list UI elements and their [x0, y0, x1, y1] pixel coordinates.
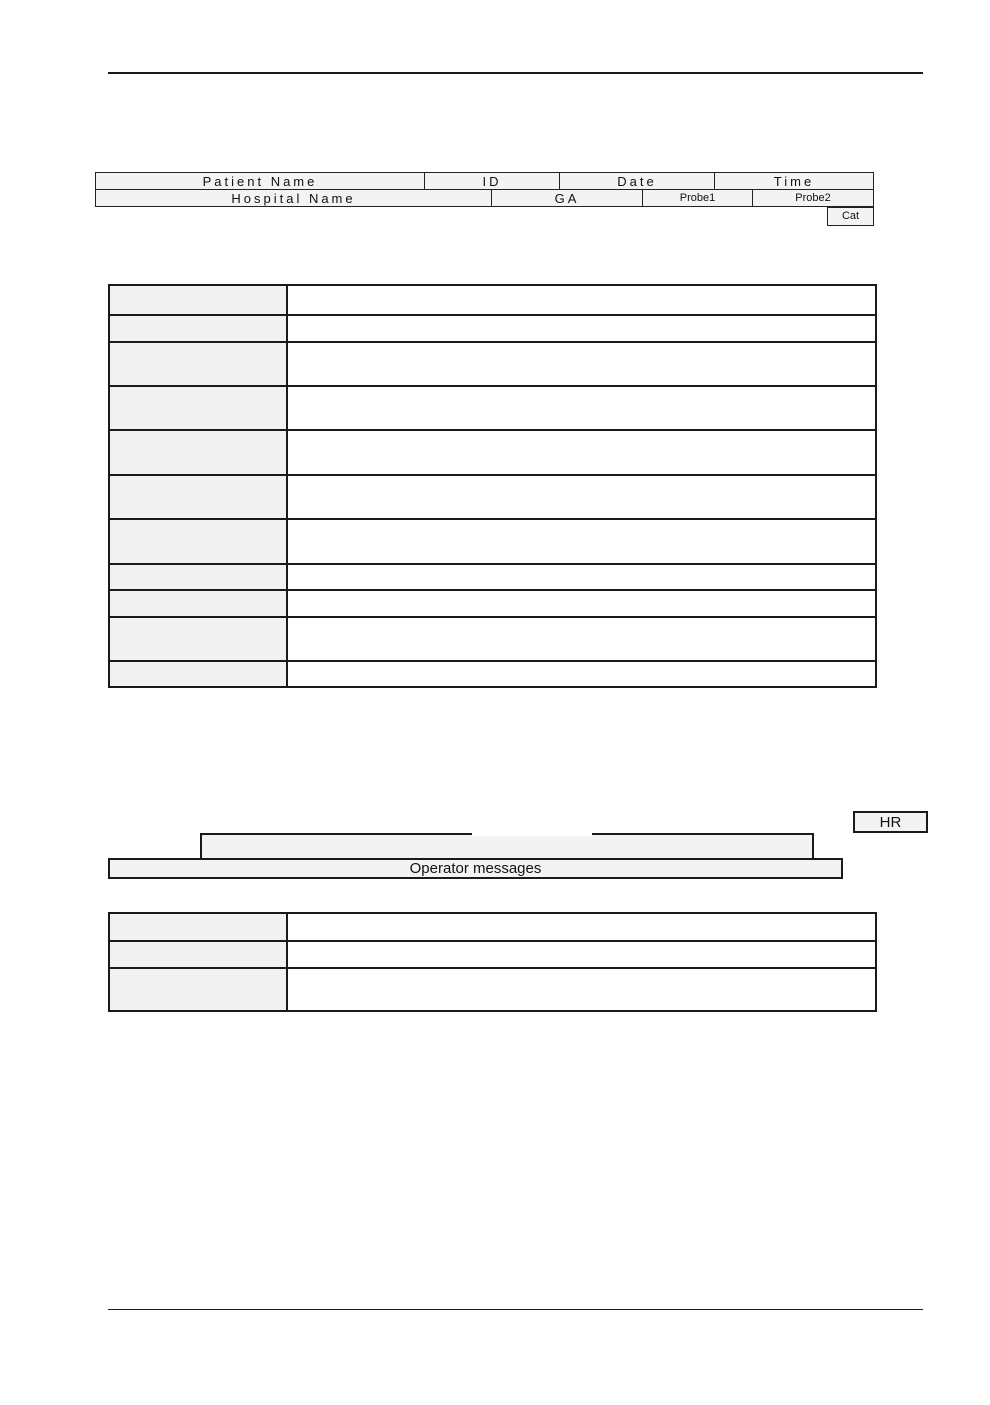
- table-row: [109, 941, 876, 968]
- time-field: [714, 172, 874, 190]
- row-value-cell: [287, 913, 876, 941]
- table-row: [109, 475, 876, 519]
- date-label: Date: [617, 174, 657, 189]
- table-row: [109, 913, 876, 941]
- row-label-cell: [109, 617, 287, 661]
- probe2-label: Probe2: [795, 191, 831, 204]
- patient-name-field: [95, 172, 425, 190]
- row-label-cell: [109, 430, 287, 475]
- cat-label: Cat: [841, 210, 860, 222]
- row-value-cell: [287, 590, 876, 617]
- cat-field: [827, 207, 874, 226]
- hospital-name-field: [95, 189, 492, 207]
- row-value-cell: [287, 968, 876, 1011]
- row-label-cell: [109, 590, 287, 617]
- main-table: [108, 284, 877, 688]
- table-row: [109, 590, 876, 617]
- row-label-cell: [109, 941, 287, 968]
- time-label: Time: [773, 174, 815, 189]
- table-row: [109, 968, 876, 1011]
- row-label-cell: [109, 564, 287, 590]
- hr-label: HR: [879, 813, 902, 831]
- table-row: [109, 315, 876, 342]
- row-value-cell: [287, 430, 876, 475]
- row-value-cell: [287, 386, 876, 430]
- table-row: [109, 661, 876, 687]
- row-label-cell: [109, 475, 287, 519]
- row-label-cell: [109, 913, 287, 941]
- hospital-name-label: Hospital Name: [231, 191, 356, 206]
- table-row: [109, 386, 876, 430]
- row-label-cell: [109, 968, 287, 1011]
- table-row: [109, 519, 876, 564]
- probe1-field: [642, 189, 753, 207]
- row-value-cell: [287, 564, 876, 590]
- id-field: [424, 172, 560, 190]
- row-value-cell: [287, 941, 876, 968]
- patient-name-label: Patient Name: [202, 174, 318, 189]
- row-value-cell: [287, 315, 876, 342]
- top-rule: [108, 72, 923, 74]
- row-value-cell: [287, 661, 876, 687]
- table-row: [109, 564, 876, 590]
- row-value-cell: [287, 617, 876, 661]
- table-row: [109, 342, 876, 386]
- lower-table: [108, 912, 877, 1012]
- row-label-cell: [109, 386, 287, 430]
- table-row: [109, 285, 876, 315]
- row-value-cell: [287, 475, 876, 519]
- date-field: [559, 172, 715, 190]
- operator-messages-bar: [108, 858, 843, 879]
- bottom-rule: [108, 1309, 923, 1310]
- table-row: [109, 430, 876, 475]
- row-label-cell: [109, 315, 287, 342]
- row-label-cell: [109, 519, 287, 564]
- id-label: ID: [482, 174, 502, 189]
- row-label-cell: [109, 285, 287, 315]
- ga-field: [491, 189, 643, 207]
- probe2-field: [752, 189, 874, 207]
- probe1-label: Probe1: [679, 191, 716, 204]
- table-row: [109, 617, 876, 661]
- hr-indicator: [853, 811, 928, 833]
- row-value-cell: [287, 285, 876, 315]
- message-bar: [200, 833, 814, 860]
- ga-label: GA: [554, 191, 580, 206]
- operator-messages-label: Operator messages: [409, 860, 542, 877]
- row-label-cell: [109, 342, 287, 386]
- message-bar-gap: [472, 829, 592, 836]
- row-label-cell: [109, 661, 287, 687]
- row-value-cell: [287, 342, 876, 386]
- row-value-cell: [287, 519, 876, 564]
